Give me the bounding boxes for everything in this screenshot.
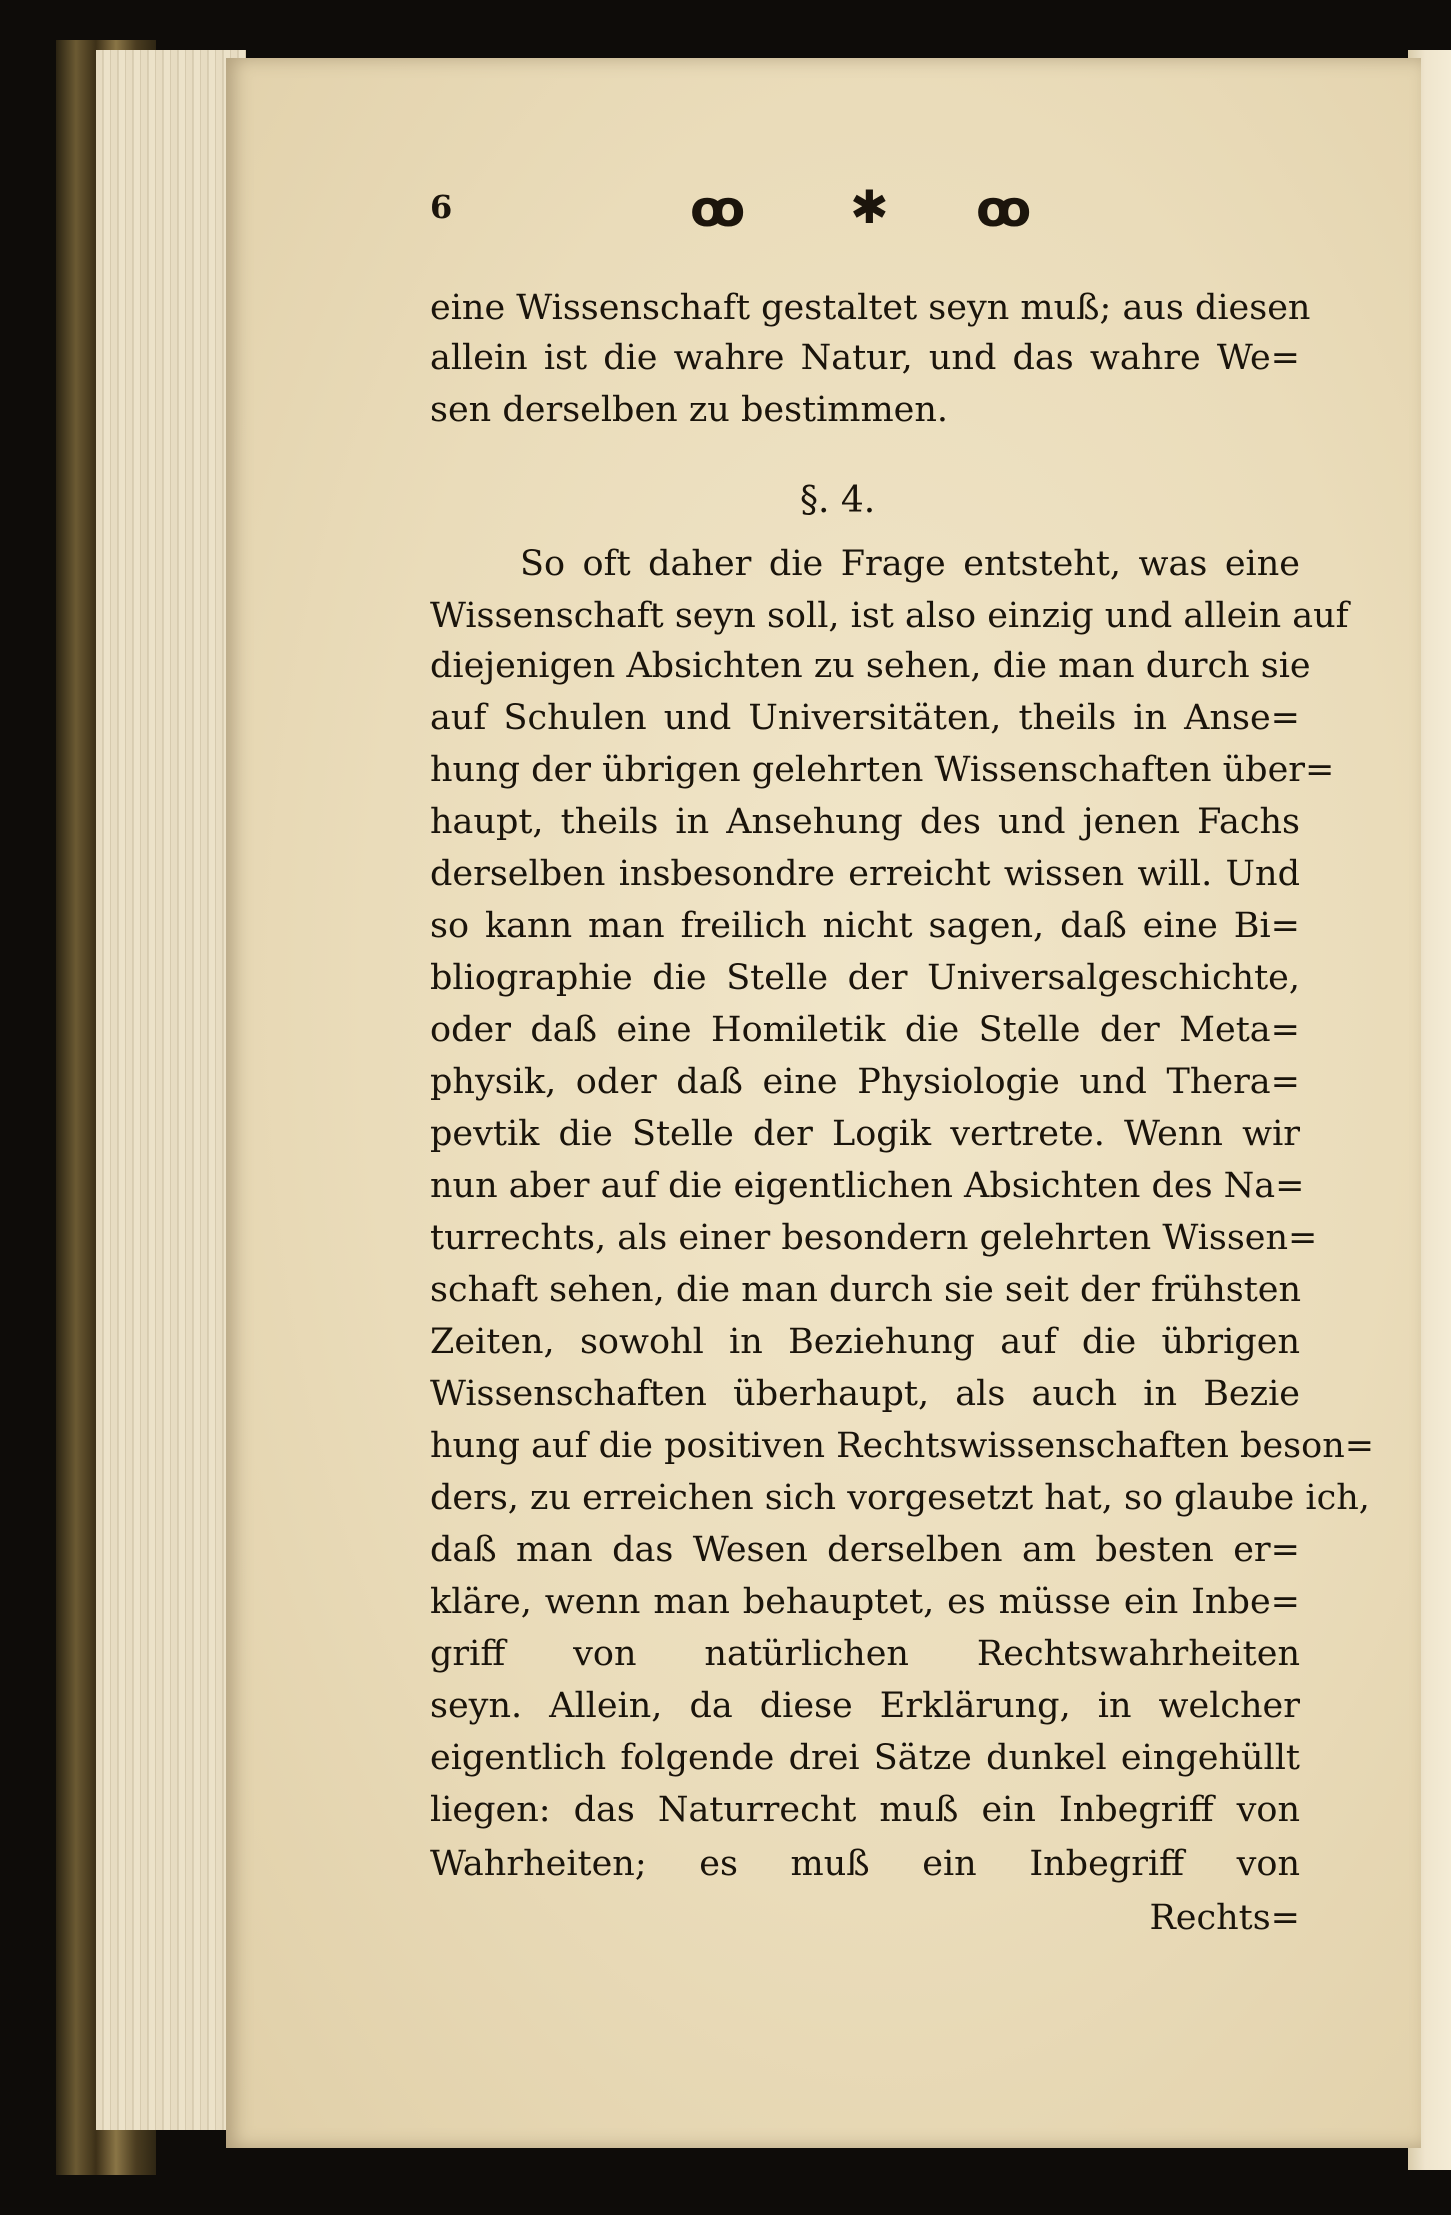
text-line: allein ist die wahre Natur, und das wahre We= (430, 338, 1300, 378)
ornament-center-icon: ✱ (850, 180, 889, 234)
text-line: eine Wissenschaft gestaltet seyn muß; aus diesen (430, 288, 1311, 328)
text-line: physik, oder daß eine Physiologie und Thera= (430, 1062, 1300, 1102)
text-line: ders, zu erreichen sich vorgesetzt hat, so glaube ich, (430, 1478, 1370, 1518)
text-line: haupt, theils in Ansehung des und jenen Fachs (430, 802, 1300, 842)
text-line: Wissenschaften überhaupt, als auch in Bezie (430, 1374, 1300, 1414)
text-line: griff von natürlichen Rechtswahrheiten (430, 1634, 1300, 1674)
text-line: bliographie die Stelle der Universalgeschichte, (430, 958, 1300, 998)
text-line: kläre, wenn man behauptet, es müsse ein Inbe= (430, 1582, 1300, 1622)
text-line: schaft sehen, die man durch sie seit der frühsten (430, 1270, 1302, 1310)
text-line: sen derselben zu bestimmen. (430, 390, 949, 430)
text-line: liegen: das Naturrecht muß ein Inbegriff von (430, 1790, 1300, 1830)
page-number: 6 (430, 188, 453, 226)
text-line: auf Schulen und Universitäten, theils in Anse= (430, 698, 1300, 738)
text-line: so kann man freilich nicht sagen, daß eine Bi= (430, 906, 1300, 946)
text-line: seyn. Allein, da diese Erklärung, in welcher (430, 1686, 1300, 1726)
page-stack-edges (96, 50, 246, 2130)
text-line: So oft daher die Frage entsteht, was eine (520, 544, 1300, 584)
text-line: turrechts, als einer besondern gelehrten Wissen= (430, 1218, 1318, 1258)
running-header (430, 180, 1090, 250)
text-line: Zeiten, sowohl in Beziehung auf die übrigen (430, 1322, 1300, 1362)
text-line: Wahrheiten; es muß ein Inbegriff von (430, 1844, 1300, 1884)
text-line: oder daß eine Homiletik die Stelle der Meta= (430, 1010, 1300, 1050)
text-line: hung der übrigen gelehrten Wissenschaften über= (430, 750, 1335, 790)
text-line: Wissenschaft seyn soll, ist also einzig und allein auf (430, 596, 1349, 636)
text-line: eigentlich folgende drei Sätze dunkel eingehüllt (430, 1738, 1300, 1778)
section-heading: §. 4. (800, 480, 876, 521)
text-line: diejenigen Absichten zu sehen, die man durch sie (430, 646, 1311, 686)
ornament-right-icon: ꝏ (976, 180, 1032, 238)
text-line: derselben insbesondre erreicht wissen will. Und (430, 854, 1300, 894)
ornament-left-icon: ꝏ (690, 180, 746, 238)
text-line: hung auf die positiven Rechtswissenschaften beson= (430, 1426, 1375, 1466)
text-line: daß man das Wesen derselben am besten er= (430, 1530, 1300, 1570)
text-line: pevtik die Stelle der Logik vertrete. Wenn wir (430, 1114, 1300, 1154)
text-line: nun aber auf die eigentlichen Absichten des Na= (430, 1166, 1305, 1206)
catchword: Rechts= (1149, 1898, 1300, 1938)
